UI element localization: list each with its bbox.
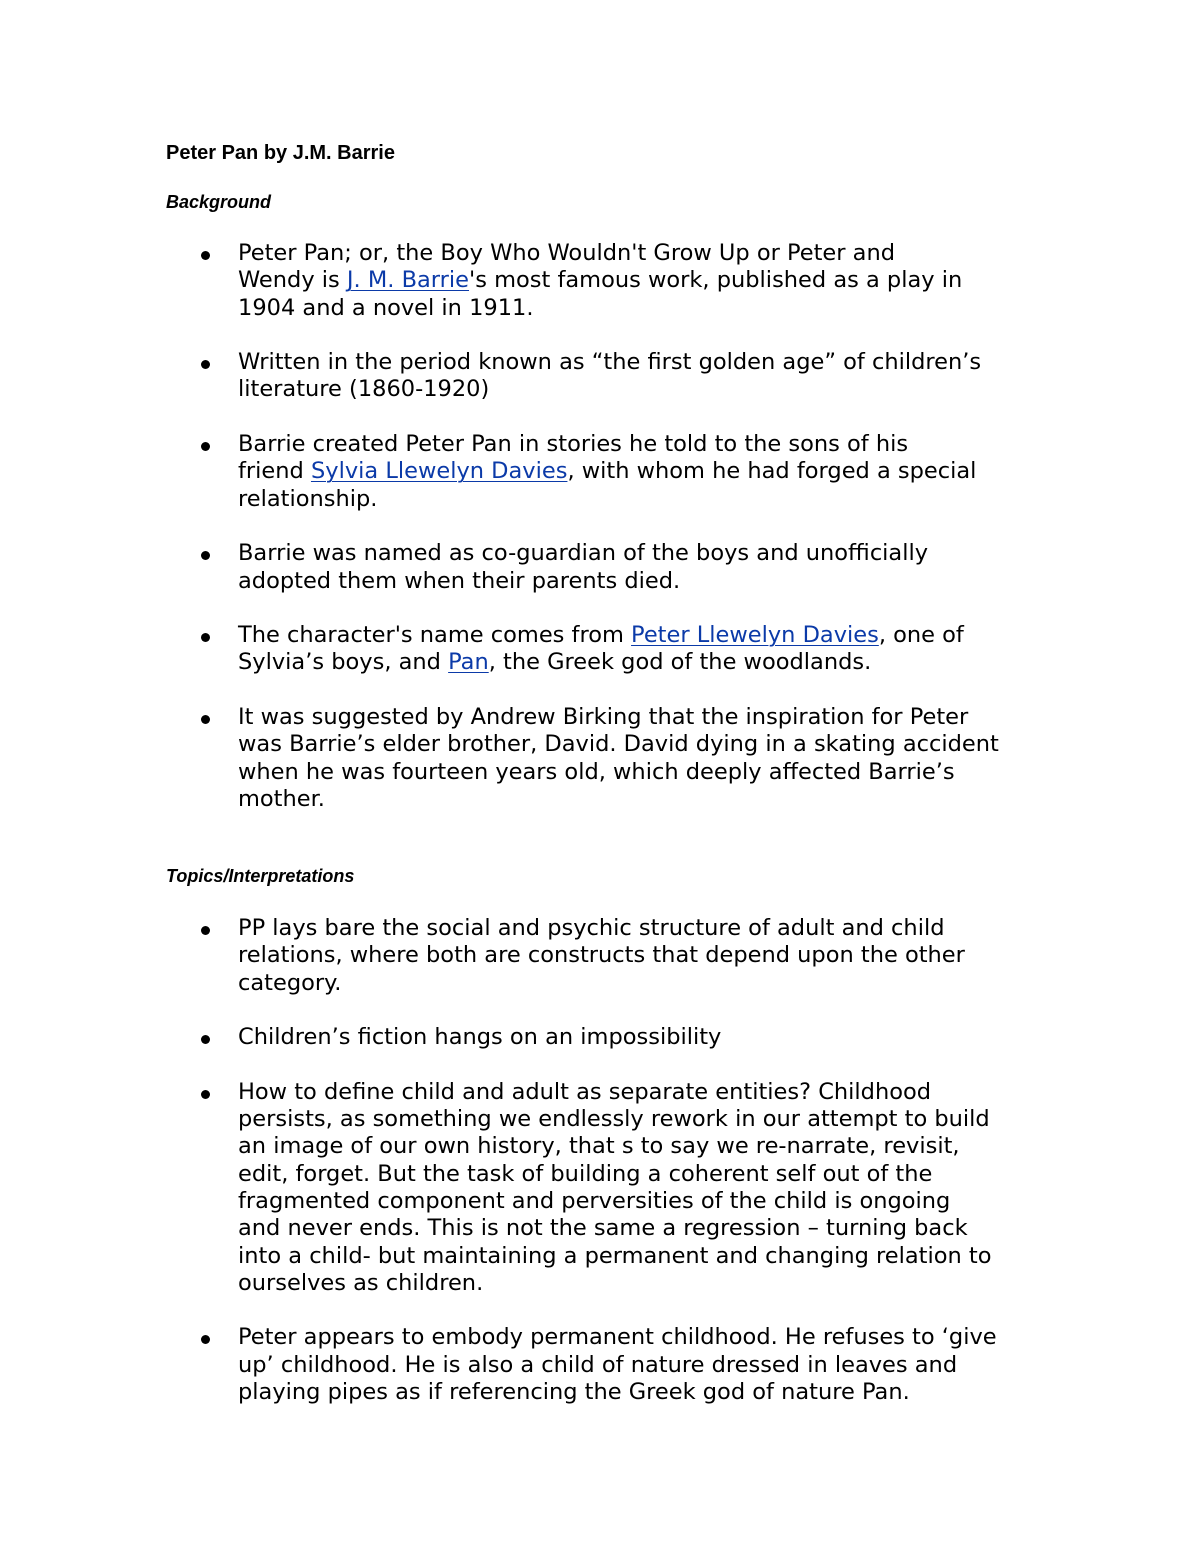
link-sylvia-llewelyn-davies[interactable]: Sylvia Llewelyn Davies: [310, 458, 568, 485]
text-line: an image of our own history, that s to say we re-narrate, revisit,: [238, 1133, 960, 1160]
text-line: literature (1860-1920): [238, 376, 490, 403]
text-line: edit, forget. But the task of building a coherent self out of the: [238, 1160, 933, 1187]
text-line: Peter appears to embody permanent childhood. He refuses to ‘give: [238, 1324, 997, 1351]
topics-list: [0, 915, 1060, 1406]
text-line: persists, as something we endlessly rework in our attempt to build: [238, 1106, 990, 1133]
list-item: [0, 1079, 1060, 1297]
text-line: relationship.: [238, 485, 378, 512]
list-item: [0, 240, 1060, 322]
background-list: [0, 240, 1060, 813]
text-line: Children’s fiction hangs on an impossibility: [238, 1024, 722, 1051]
link-jm-barrie[interactable]: J. M. Barrie: [346, 267, 470, 294]
list-item: [0, 1324, 1060, 1406]
section-heading-topics: Topics/Interpretations: [166, 866, 355, 886]
list-item: [0, 349, 1060, 404]
bullet-icon: [201, 1090, 210, 1099]
text-line: How to define child and adult as separate entities? Childhood: [238, 1078, 932, 1105]
text-line: Written in the period known as “the first golden age” of children’s: [238, 349, 982, 376]
text-line: category.: [238, 969, 342, 996]
bullet-icon: [201, 442, 210, 451]
list-item: [0, 431, 1060, 513]
text-line: 1904 and a novel in 1911.: [238, 294, 534, 321]
bullet-icon: [201, 1035, 210, 1044]
text-line: Barrie created Peter Pan in stories he told to the sons of his: [238, 431, 909, 458]
text-line: relations, where both are constructs that depend upon the other: [238, 942, 965, 969]
text-line: Sylvia’s boys, and Pan, the Greek god of the woodlands.: [238, 649, 872, 676]
list-item: [0, 540, 1060, 595]
bullet-icon: [201, 715, 210, 724]
text-line: It was suggested by Andrew Birking that the inspiration for Peter: [238, 704, 969, 731]
bullet-icon: [201, 633, 210, 642]
text-line: playing pipes as if referencing the Greek god of nature Pan.: [238, 1379, 910, 1406]
text-line: when he was fourteen years old, which deeply affected Barrie’s: [238, 758, 955, 785]
text-line: fragmented component and perversities of the child is ongoing: [238, 1187, 951, 1214]
list-item: [0, 915, 1060, 997]
text-line: up’ childhood. He is also a child of nature dressed in leaves and: [238, 1351, 958, 1378]
text-line: PP lays bare the social and psychic structure of adult and child: [238, 915, 945, 941]
bullet-icon: [201, 926, 210, 935]
text-line: Wendy is J. M. Barrie's most famous work, published as a play in: [238, 267, 963, 294]
list-item: [0, 622, 1060, 677]
text-line: ourselves as children.: [238, 1269, 484, 1296]
bullet-icon: [201, 551, 210, 560]
bullet-icon: [201, 1335, 210, 1344]
link-peter-llewelyn-davies[interactable]: Peter Llewelyn Davies: [631, 622, 879, 649]
bullet-icon: [201, 251, 210, 260]
bullet-icon: [201, 360, 210, 369]
document-title: Peter Pan by J.M. Barrie: [166, 142, 395, 164]
text-line: into a child- but maintaining a permanent and changing relation to: [238, 1242, 992, 1269]
list-item: [0, 704, 1060, 813]
text-line: The character's name comes from Peter Llewelyn Davies, one of: [238, 622, 964, 649]
text-line: adopted them when their parents died.: [238, 567, 681, 594]
text-line: friend Sylvia Llewelyn Davies, with whom he had forged a special: [238, 458, 977, 485]
text-line: and never ends. This is not the same a regression – turning back: [238, 1215, 968, 1242]
text-line: mother.: [238, 785, 325, 812]
text-line: Barrie was named as co-guardian of the boys and unofficially: [238, 540, 929, 567]
text-line: was Barrie’s elder brother, David. David dying in a skating accident: [238, 731, 999, 758]
text-line: Peter Pan; or, the Boy Who Wouldn't Grow Up or Peter and: [238, 240, 896, 266]
link-pan[interactable]: Pan: [448, 649, 489, 676]
section-heading-background: Background: [166, 192, 272, 212]
list-item: [0, 1024, 1060, 1051]
